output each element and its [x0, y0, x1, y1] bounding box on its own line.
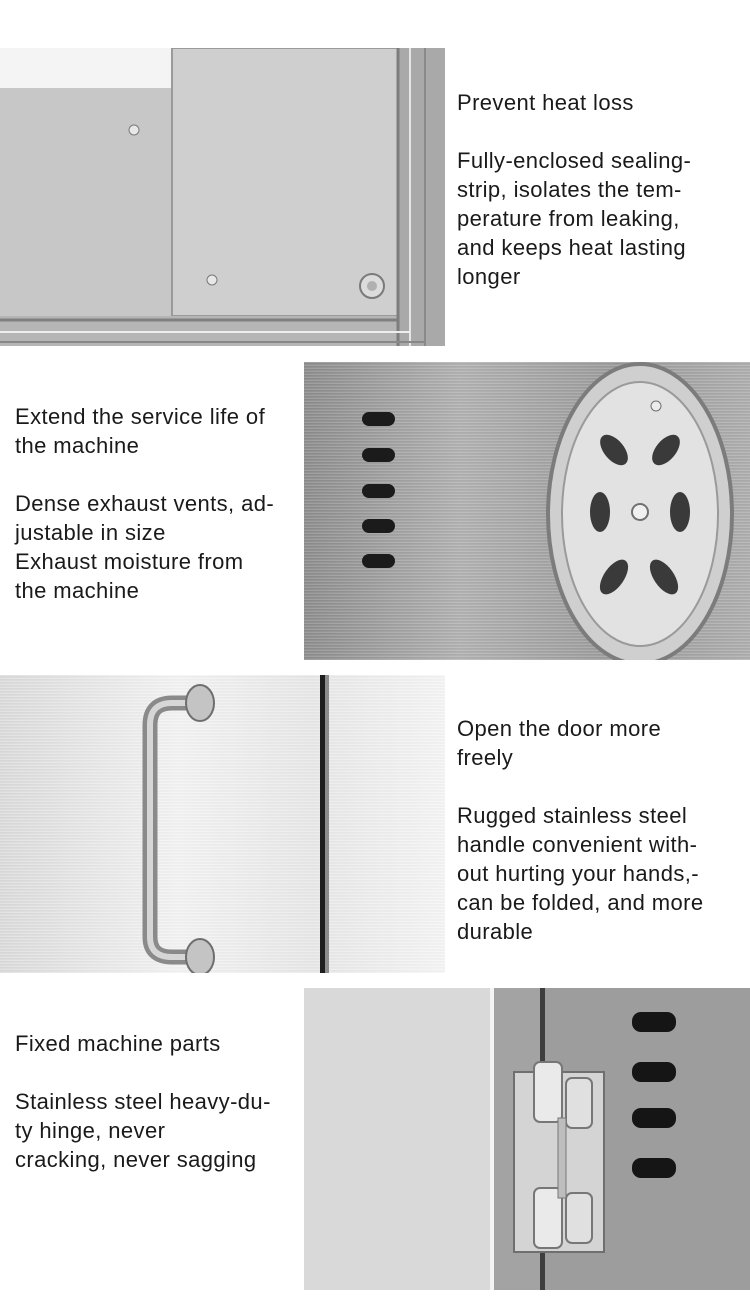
- door-handle-icon: [0, 675, 445, 973]
- door-seal-photo: [0, 48, 445, 346]
- exhaust-vent-icon: [304, 362, 750, 660]
- feature-exhaust-vents: [0, 350, 750, 670]
- feature-heading: Fixed machine parts: [15, 1031, 221, 1056]
- feature-body: Rugged stainless steel handle convenient with- out hurting your hands,- can be folded, and more durable: [457, 803, 704, 944]
- feature-heading: Prevent heat loss: [457, 90, 634, 115]
- door-seal-strip-icon: [0, 48, 445, 346]
- feature-text: [457, 714, 742, 946]
- feature-text: [15, 402, 300, 605]
- feature-heading: Extend the service life of the machine: [15, 404, 266, 458]
- feature-door-handle: [0, 670, 750, 980]
- feature-body: Dense exhaust vents, ad- justable in size Exhaust moisture from the machine: [15, 491, 275, 603]
- exhaust-vent-photo: [304, 362, 750, 660]
- door-handle-photo: [0, 675, 445, 973]
- feature-text: [15, 1029, 300, 1174]
- feature-text: [457, 88, 742, 291]
- door-hinge-photo: [304, 988, 750, 1290]
- feature-door-hinge: [0, 980, 750, 1304]
- feature-heat-seal: [0, 0, 750, 350]
- door-hinge-icon: [304, 988, 750, 1290]
- feature-body: Stainless steel heavy-du- ty hinge, never cracking, never sagging: [15, 1089, 271, 1172]
- feature-body: Fully-enclosed sealing- strip, isolates the tem- perature from leaking, and keeps heat lasting longer: [457, 148, 692, 289]
- feature-heading: Open the door more freely: [457, 716, 662, 770]
